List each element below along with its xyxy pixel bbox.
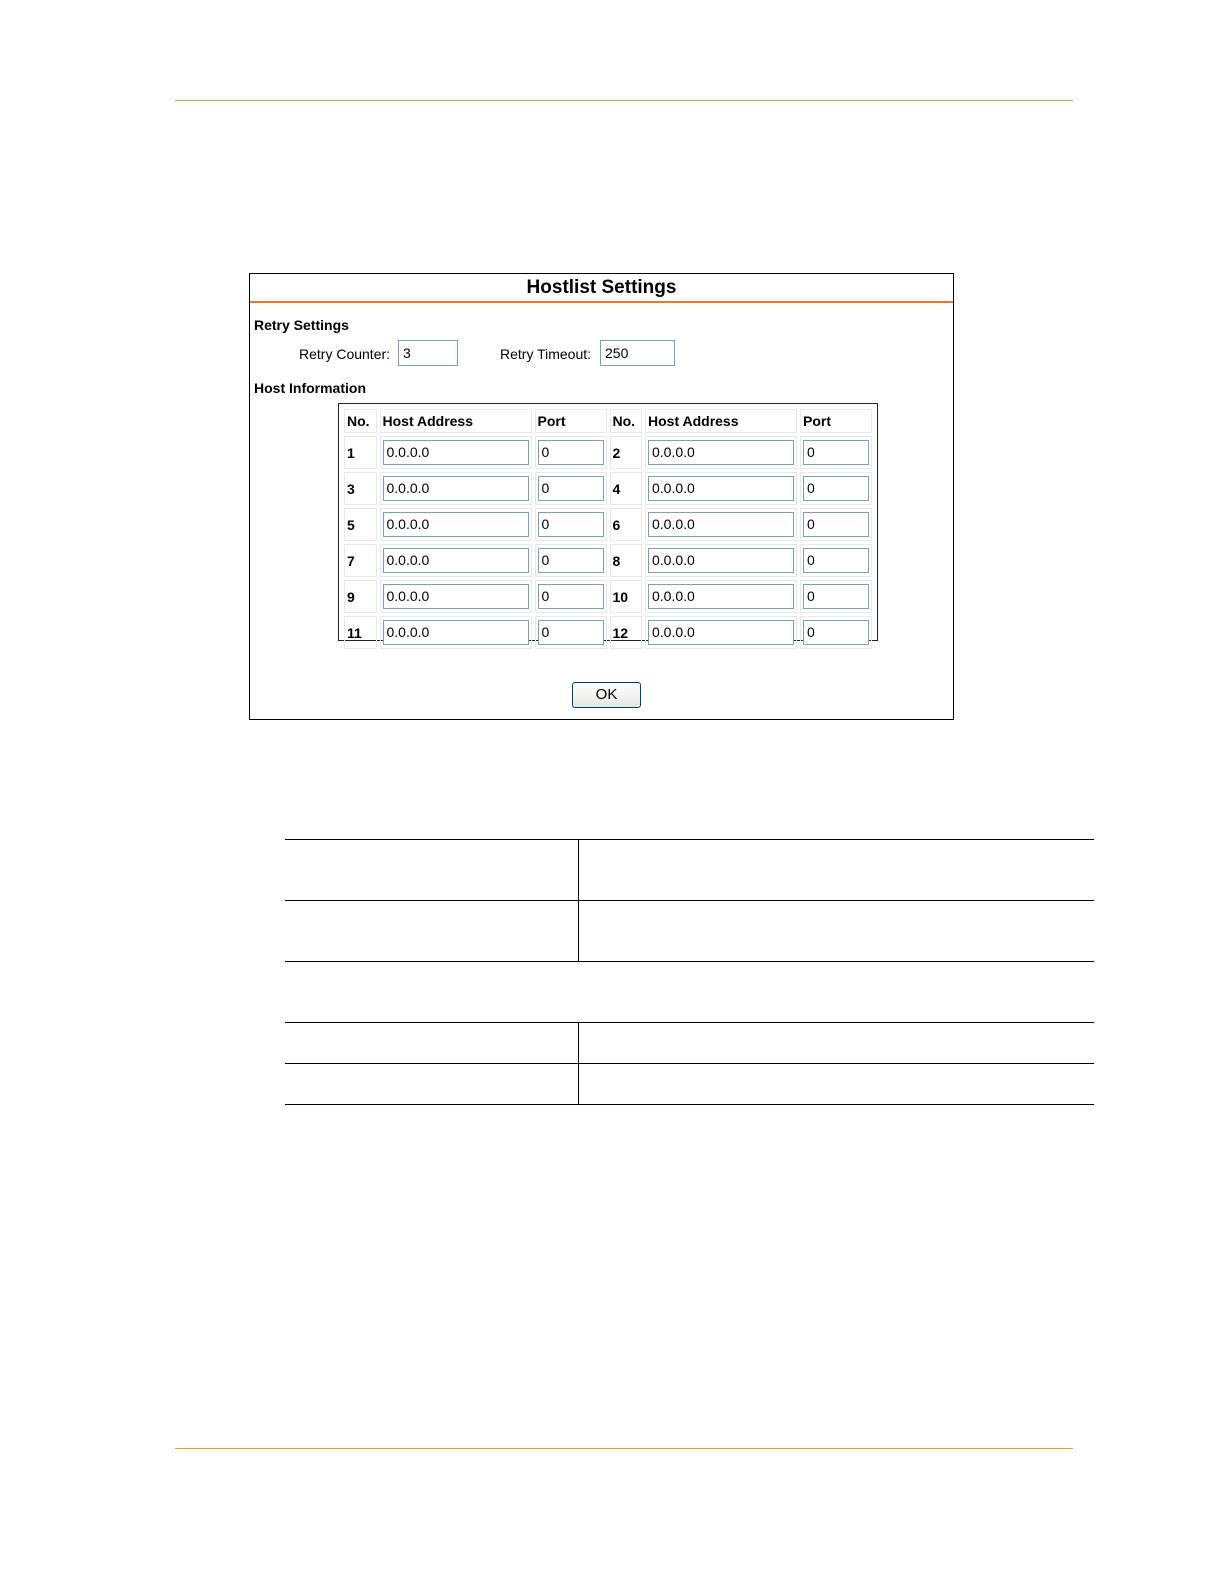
retry-counter-label: Retry Counter: [299,346,391,362]
port-cell [800,544,872,577]
column-header-host-address: Host Address [645,409,797,433]
retry-timeout-input[interactable]: 250 [600,340,675,366]
ruled-table-2 [285,1022,1094,1105]
table-row [344,616,872,649]
host-address-input[interactable]: 0.0.0.0 [648,620,794,645]
port-cell [800,616,872,649]
host-address-input[interactable]: 0.0.0.0 [648,476,794,501]
panel-title: Hostlist Settings [250,274,953,303]
host-address-input[interactable]: 0.0.0.0 [648,548,794,573]
retry-settings-heading: Retry Settings [254,317,349,333]
header-rule [175,100,1073,101]
table-row [285,1022,1094,1063]
host-address-cell [645,544,797,577]
host-address-cell [380,580,532,613]
host-table-header [344,409,872,433]
host-number: 1 [344,436,377,469]
port-cell [800,580,872,613]
host-address-input[interactable]: 0.0.0.0 [383,512,529,537]
port-input[interactable]: 0 [803,440,869,465]
table-row [344,580,872,613]
table-row [344,436,872,469]
table-row [344,508,872,541]
port-input[interactable]: 0 [803,548,869,573]
port-input[interactable]: 0 [803,512,869,537]
host-address-input[interactable]: 0.0.0.0 [648,440,794,465]
host-address-input[interactable]: 0.0.0.0 [383,620,529,645]
port-cell [535,580,607,613]
port-cell [535,436,607,469]
footer-rule [175,1448,1073,1449]
host-address-input[interactable]: 0.0.0.0 [383,584,529,609]
table-row [285,839,1094,900]
column-header-port: Port [800,409,872,433]
host-address-cell [380,544,532,577]
host-number: 9 [344,580,377,613]
host-address-cell [645,436,797,469]
host-number: 11 [344,616,377,649]
port-input[interactable]: 0 [538,440,604,465]
port-cell [800,472,872,505]
host-number: 12 [610,616,643,649]
host-information-heading: Host Information [254,380,366,396]
retry-timeout-label: Retry Timeout: [500,346,592,362]
host-number: 6 [610,508,643,541]
port-input[interactable]: 0 [538,476,604,501]
host-address-input[interactable]: 0.0.0.0 [383,476,529,501]
retry-counter-input[interactable]: 3 [398,340,458,366]
table-row [344,472,872,505]
column-header-no: No. [344,409,377,433]
column-header-host-address: Host Address [380,409,532,433]
host-number: 3 [344,472,377,505]
host-address-input[interactable]: 0.0.0.0 [383,548,529,573]
host-address-cell [380,436,532,469]
port-cell [535,544,607,577]
port-input[interactable]: 0 [803,476,869,501]
host-number: 8 [610,544,643,577]
port-cell [535,508,607,541]
host-address-input[interactable]: 0.0.0.0 [383,440,529,465]
port-input[interactable]: 0 [538,548,604,573]
table-row [285,900,1094,962]
host-number: 10 [610,580,643,613]
port-cell [800,508,872,541]
host-address-cell [645,580,797,613]
port-cell [535,616,607,649]
host-address-cell [380,508,532,541]
column-header-port: Port [535,409,607,433]
table-row [344,544,872,577]
host-number: 4 [610,472,643,505]
port-cell [535,472,607,505]
host-number: 2 [610,436,643,469]
port-input[interactable]: 0 [538,584,604,609]
column-header-no: No. [610,409,643,433]
host-table [338,403,878,641]
table-row [285,1063,1094,1105]
port-cell [800,436,872,469]
ok-button[interactable]: OK [572,682,641,708]
host-address-input[interactable]: 0.0.0.0 [648,512,794,537]
host-address-cell [645,616,797,649]
host-address-cell [380,472,532,505]
host-address-cell [645,472,797,505]
host-address-cell [380,616,532,649]
ruled-table-1 [285,839,1094,962]
port-input[interactable]: 0 [803,620,869,645]
host-number: 5 [344,508,377,541]
host-address-cell [645,508,797,541]
hostlist-settings-panel [249,273,954,720]
host-number: 7 [344,544,377,577]
port-input[interactable]: 0 [538,512,604,537]
port-input[interactable]: 0 [803,584,869,609]
host-address-input[interactable]: 0.0.0.0 [648,584,794,609]
port-input[interactable]: 0 [538,620,604,645]
